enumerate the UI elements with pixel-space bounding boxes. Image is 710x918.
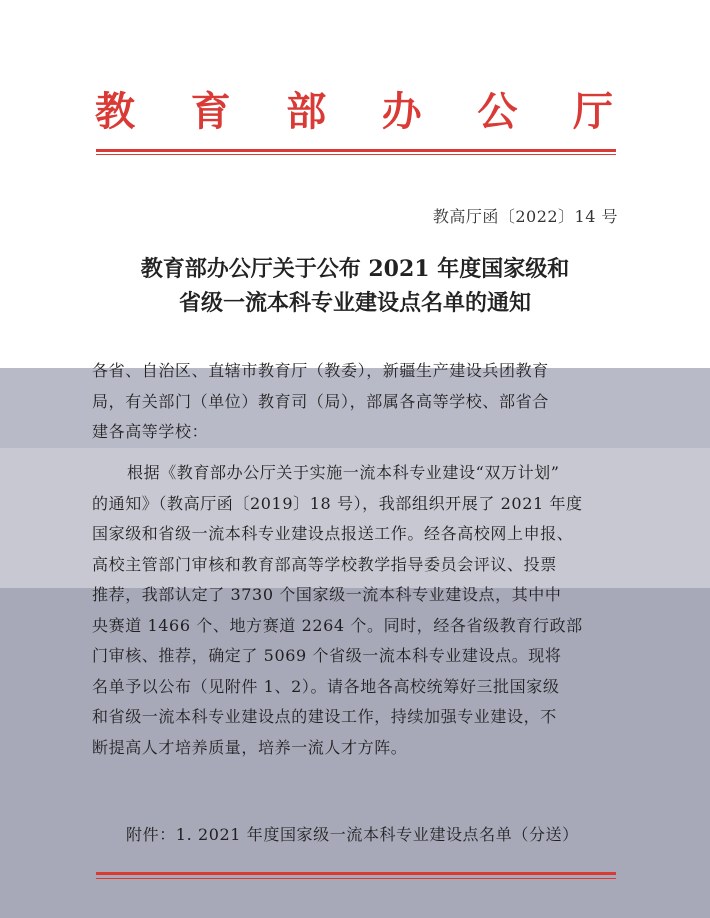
document-title-line: 教育部办公厅关于公布 2021 年度国家级和 (140, 256, 570, 282)
text-line: 根据《教育部办公厅关于实施一流本科专业建设“双万计划” (127, 463, 560, 482)
text-line: 建各高等学校： (92, 422, 209, 441)
issuer-header-char: 育 (190, 88, 233, 135)
issuer-header-char: 厅 (572, 88, 615, 135)
footer-red-rule (96, 872, 616, 875)
text-line: 局，有关部门（单位）教育司（局），部属各高等学校、部省合 (92, 391, 549, 411)
text-line: 断提高人才培养质量，培养一流人才方阵。 (92, 737, 408, 757)
issuer-header-char: 部 (286, 88, 329, 135)
document-title (80, 252, 630, 320)
issuer-header (95, 80, 615, 137)
text-line: 门审核、推荐，确定了 5069 个省级一流本科专业建设点。现将 (92, 646, 562, 665)
attachment-line: 附件：1. 2021 年度国家级一流本科专业建设点名单（分送） (126, 825, 579, 844)
document-number: 教高厅函〔2022〕14 号 (432, 207, 618, 226)
text-line: 高校主管部门审核和教育部高等学校教学指导委员会评议、投票 (92, 554, 557, 574)
text-line: 央赛道 1466 个、地方赛道 2264 个。同时，经各省级教育行政部 (92, 615, 583, 635)
issuer-header-char: 办 (381, 88, 424, 135)
document-title-line: 省级一流本科专业建设点名单的通知 (178, 290, 531, 316)
body-paragraph (92, 458, 632, 763)
text-line: 名单予以公布（见附件 1、2）。请各地各高校统筹好三批国家级 (92, 676, 560, 696)
issuer-header-char: 公 (477, 88, 520, 135)
header-red-rule-thin (96, 154, 616, 155)
text-line: 各省、自治区、直辖市教育厅（教委），新疆生产建设兵团教育 (92, 361, 549, 380)
text-line: 的通知》（教高厅函〔2019〕18 号），我部组织开展了 2021 年度 (92, 493, 583, 513)
text-line: 国家级和省级一流本科专业建设点报送工作。经各高校网上申报、 (92, 524, 574, 543)
header-red-rule (96, 149, 616, 152)
footer-red-rule-thin (96, 878, 616, 879)
addressee-block (92, 356, 632, 448)
issuer-header-char: 教 (95, 88, 137, 135)
text-line: 推荐，我部认定了 3730 个国家级一流本科专业建设点，其中中 (92, 585, 562, 604)
text-line: 和省级一流本科专业建设点的建设工作，持续加强专业建设，不 (92, 707, 557, 726)
